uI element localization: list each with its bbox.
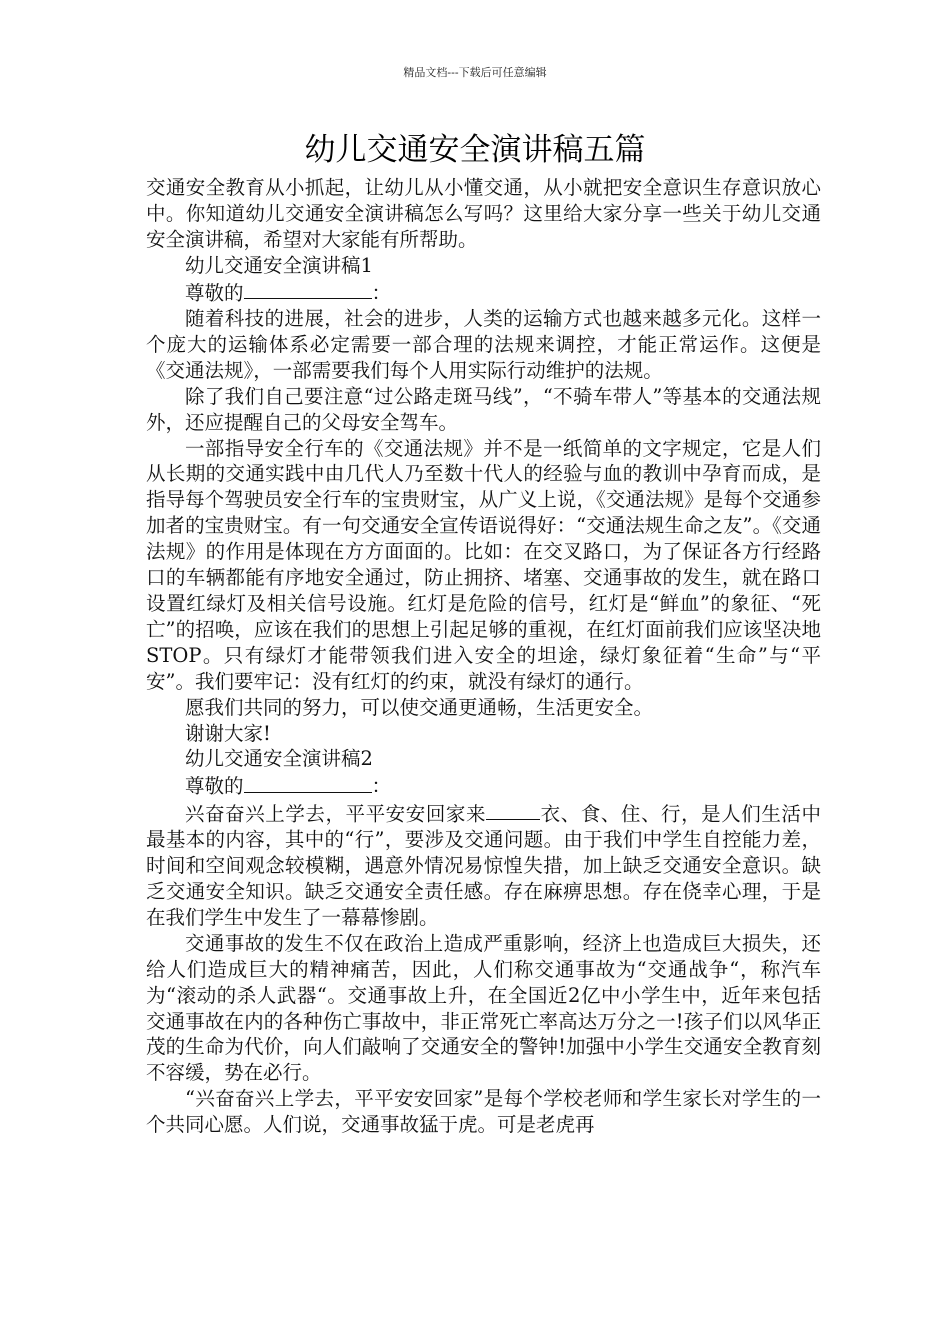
speech1-paragraph-3: 一部指导安全行车的《交通法规》并不是一纸简单的文字规定，它是人们从长期的交通实践中由几代人乃至数十代人的经验与血的教训中孕育而成，是指导每个驾驶员安全行车的宝贵财宝，从广义上说，《交通法规》是每个交通参加者的宝贵财宝。有一句交通安全宣传语说得好：“交通法规生命之友”。《交通法规》的作用是体现在方方面面的。比如：在交叉路口，为了保证各方行经路口的车辆都能有序地安全通过，防止拥挤、堵塞、交通事故的发生，就在路口设置红绿灯及相关信号设施。红灯是危险的信号，红灯是“鲜血”的象征、“死亡”的招唤，应该在我们的思想上引起足够的重视，在红灯面前我们应该坚决地STOP。只有绿灯才能带领我们进入安全的坦途，绿灯象征着“生命”与“平安”。我们要牢记：没有红灯的约束，就没有绿灯的通行。 xyxy=(146,436,821,693)
fill-in-blank xyxy=(244,279,372,300)
speech2-paragraph-1 xyxy=(146,800,821,931)
speech2-paragraph-1-a: 兴奋奋兴上学去，平平安安回家来 xyxy=(185,802,487,826)
document-body xyxy=(146,175,821,1138)
salutation-suffix: ： xyxy=(371,281,392,305)
speech2-salutation xyxy=(146,772,821,799)
speech1-salutation xyxy=(146,279,821,306)
salutation-prefix: 尊敬的 xyxy=(185,281,244,305)
speech2-paragraph-1-b: 衣、食、住、行，是人们生活中最基本的内容，其中的“行”，要涉及交通问题。由于我们中学生自控能力差，时间和空间观念较模糊，遇意外情况易惊惶失措，加上缺乏交通安全意识。缺乏交通安全知识。缺乏交通安全责任感。存在麻痹思想。存在侥幸心理，于是在我们学生中发生了一幕幕惨剧。 xyxy=(146,802,821,929)
salutation-prefix: 尊敬的 xyxy=(185,774,244,798)
speech1-paragraph-4: 愿我们共同的努力，可以使交通更通畅，生活更安全。 xyxy=(185,695,654,719)
speech1-heading: 幼儿交通安全演讲稿1 xyxy=(185,253,373,277)
speech2-paragraph-2: 交通事故的发生不仅在政治上造成严重影响，经济上也造成巨大损失，还给人们造成巨大的精神痛苦，因此，人们称交通事故为“交通战争“，称汽车为“滚动的杀人武器“。交通事故上升，在全国近2亿中小学生中，近年来包括交通事故在内的各种伤亡事故中，非正常死亡率高达万分之一!孩子们以风华正茂的生命为代价，向人们敲响了交通安全的警钟!加强中小学生交通安全教育刻不容缓，势在必行。 xyxy=(146,931,821,1085)
fill-in-blank xyxy=(486,800,540,821)
fill-in-blank xyxy=(244,772,372,793)
speech2-paragraph-3: “兴奋奋兴上学去，平平安安回家”是每个学校老师和学生家长对学生的一个共同心愿。人们说，交通事故猛于虎。可是老虎再 xyxy=(146,1087,821,1137)
document-title: 幼儿交通安全演讲稿五篇 xyxy=(304,132,646,168)
speech2-heading: 幼儿交通安全演讲稿2 xyxy=(185,747,373,771)
speech1-paragraph-1: 随着科技的进展，社会的进步，人类的运输方式也越来越多元化。这样一个庞大的运输体系必定需要一部合理的法规来调控，才能正常运作。这便是《交通法规》，一部需要我们每个人用实际行动维护的法规。 xyxy=(146,307,821,382)
speech1-paragraph-5: 谢谢大家! xyxy=(185,721,271,745)
speech1-paragraph-2: 除了我们自己要注意“过公路走斑马线”，“不骑车带人”等基本的交通法规外，还应提醒自己的父母安全驾车。 xyxy=(146,384,821,434)
salutation-suffix: ： xyxy=(371,774,392,798)
page-header: 精品文档---下载后可任意编辑 xyxy=(403,66,547,79)
intro-paragraph: 交通安全教育从小抓起，让幼儿从小懂交通，从小就把安全意识生存意识放心中。你知道幼儿交通安全演讲稿怎么写吗？这里给大家分享一些关于幼儿交通安全演讲稿，希望对大家能有所帮助。 xyxy=(146,176,821,251)
